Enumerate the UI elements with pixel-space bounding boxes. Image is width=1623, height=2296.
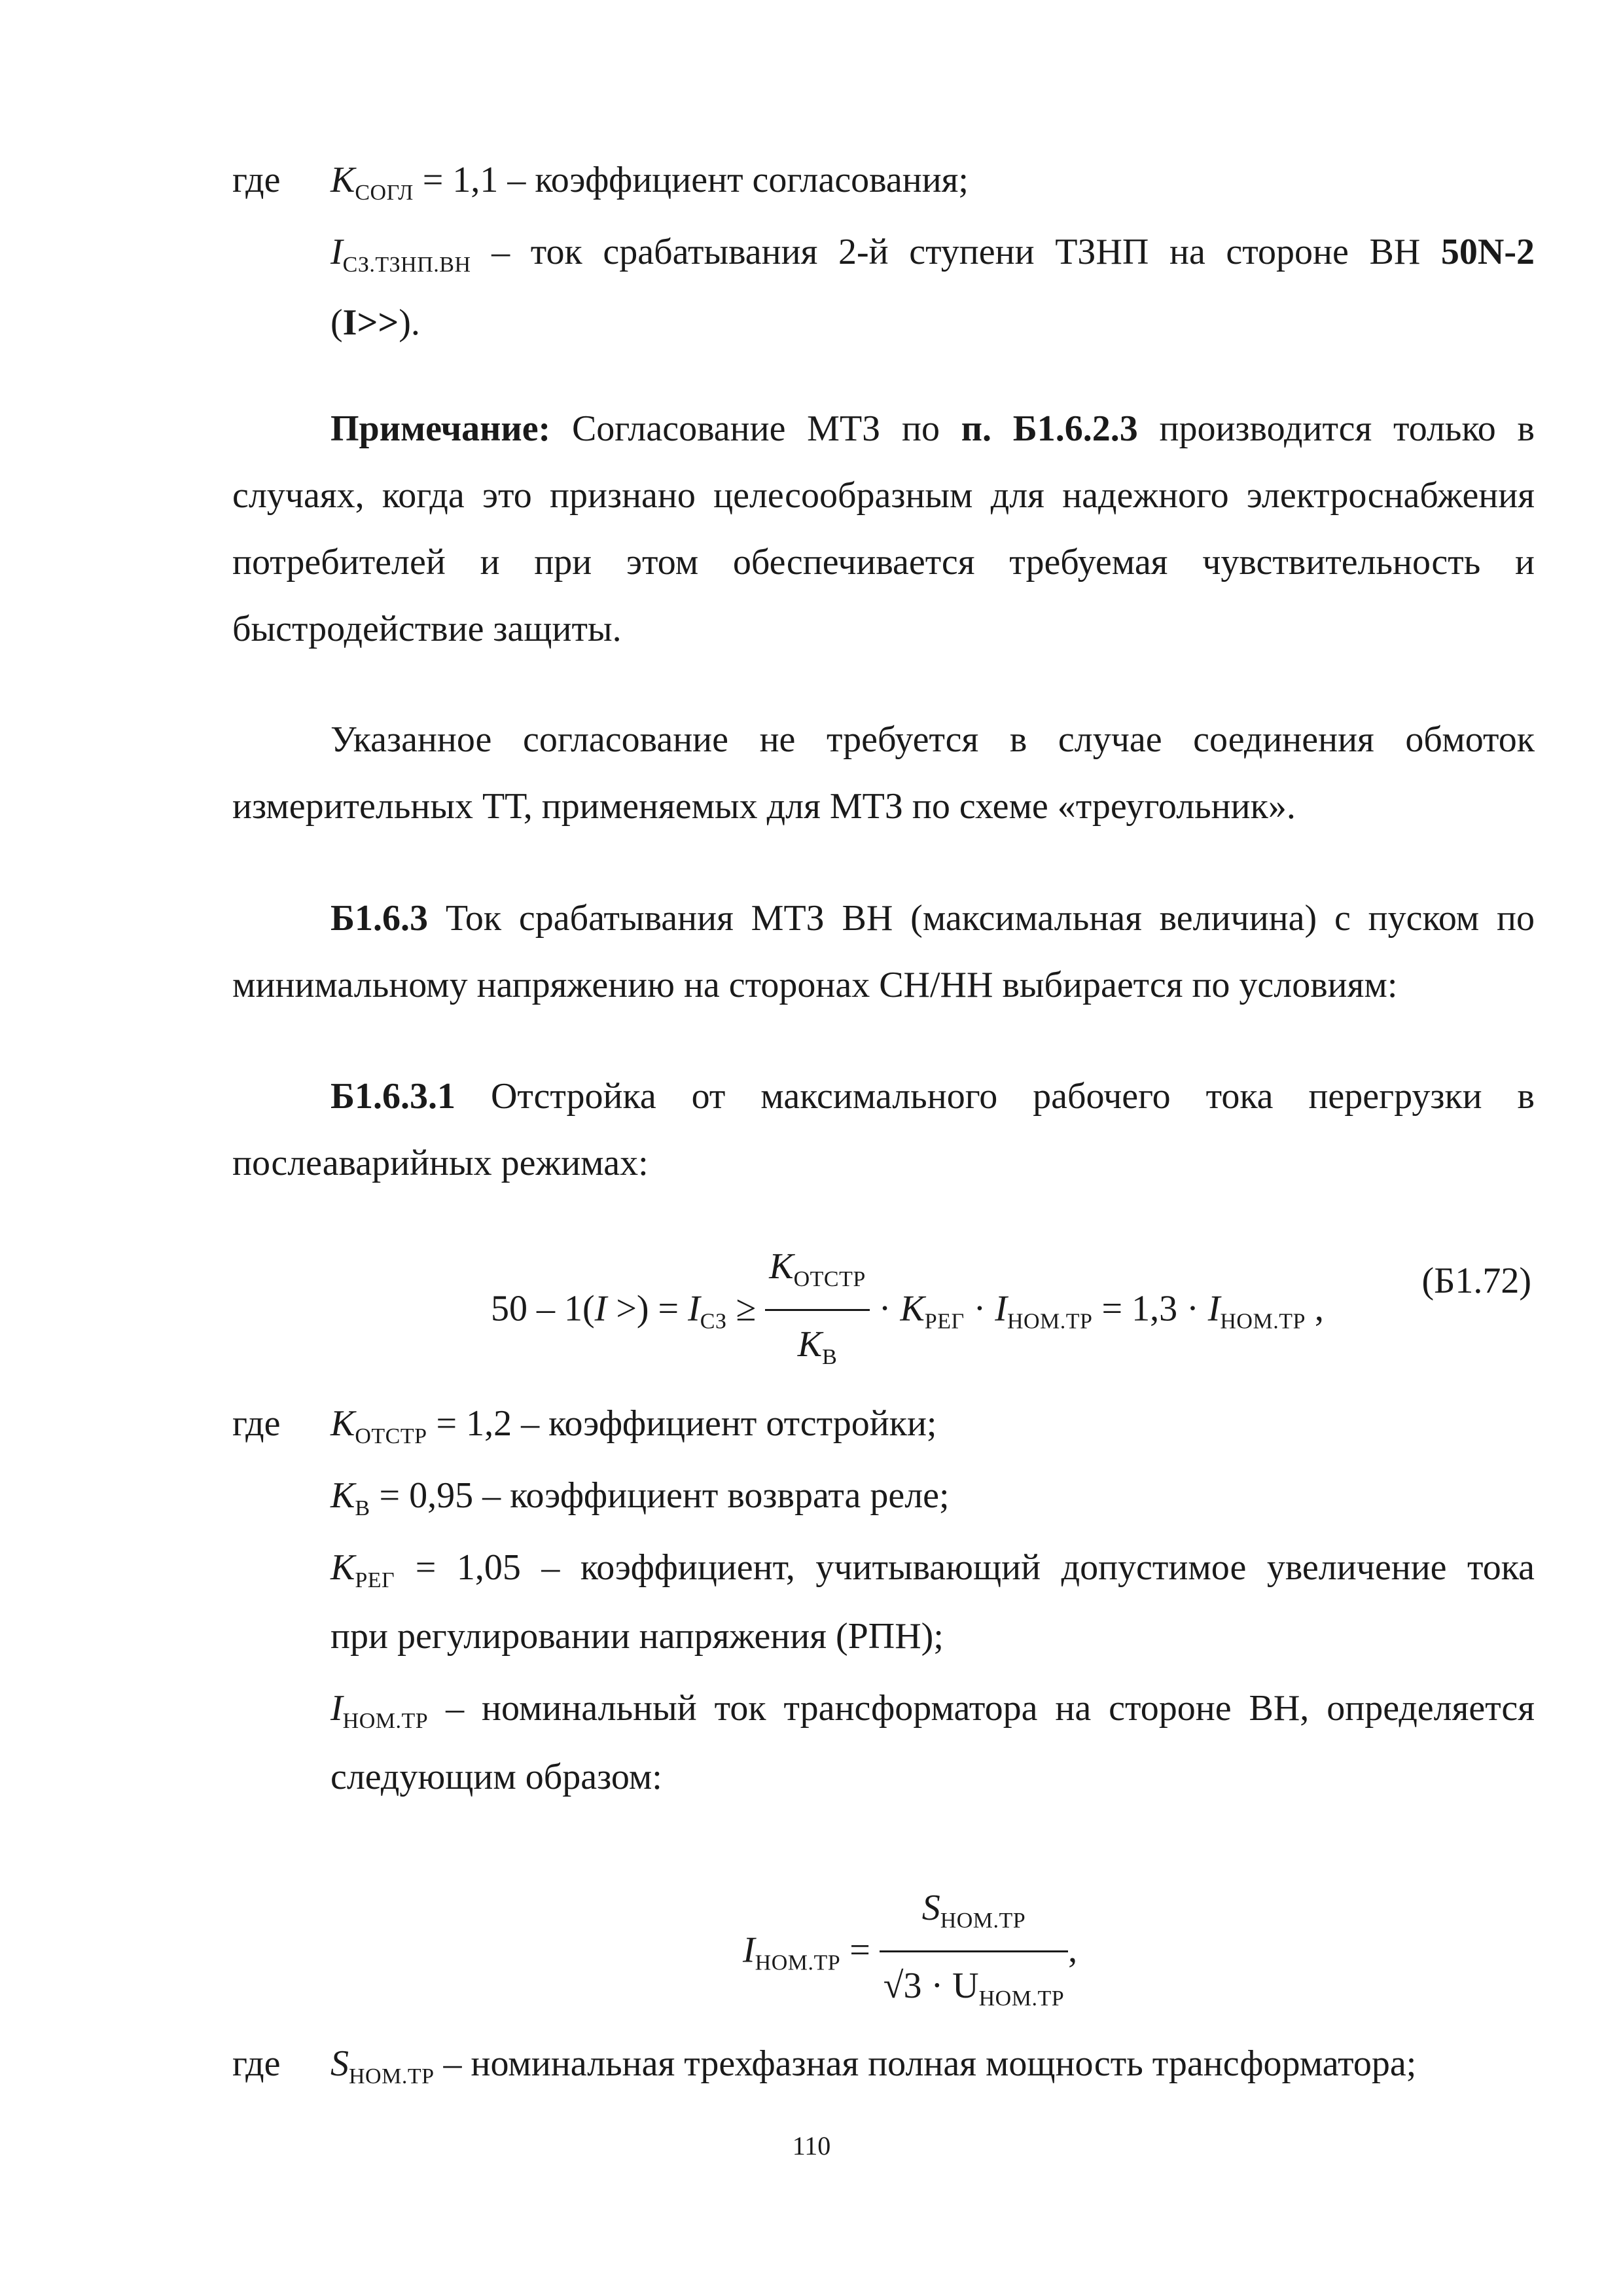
- section-1631-line-1: Б1.6.3.1 Отстройка от максимального рабочего тока перегрузки в: [330, 1076, 1535, 1117]
- where-label-1: где: [232, 160, 281, 200]
- def-s-nom-tr: $S_{НОМ.ТР}$ – номинальная трехфазная полная мощность трансформатора;: [330, 2043, 1417, 2089]
- page-number: 110: [792, 2131, 831, 2161]
- def-i-nom-tr: $I_{НОМ.ТР}$ – номинальный ток трансформатора на стороне ВН, определяется: [330, 1688, 1535, 1733]
- fraction-s-over-u: $\frac{S_{НОМ.ТР}}{√3 \cdot U_{НОМ.ТР}}$: [880, 1878, 1068, 2028]
- section-163-line-1: Б1.6.3 Ток срабатывания МТЗ ВН (максимальная величина) с пуском по: [330, 898, 1535, 939]
- section-1631-line-2: послеаварийных режимах:: [232, 1143, 649, 1183]
- def-k-sogl: $K_{СОГЛ} = 1,1$ – коэффициент согласования;: [330, 160, 969, 205]
- section-163-line-2: минимальному напряжению на сторонах СН/НН выбирается по условиям:: [232, 965, 1398, 1005]
- def-k-reg-cont: при регулировании напряжения (РПН);: [330, 1616, 944, 1657]
- def-i-sz-tznp: $I_{СЗ.ТЗНП.ВН}$ – ток срабатывания 2-й ступени ТЗНП на стороне ВН 50N-2: [330, 232, 1535, 277]
- note-line-2: случаях, когда это признано целесообразным для надежного электроснабжения: [232, 475, 1535, 516]
- def-k-reg: $K_{РЕГ} = 1,05$ – коэффициент, учитывающий допустимое увеличение тока: [330, 1547, 1535, 1592]
- def-i-sz-tznp-cont: (I>>).: [330, 302, 420, 343]
- note-line-4: быстродействие защиты.: [232, 609, 622, 649]
- equation-number-b1-72: (Б1.72): [1421, 1261, 1531, 1301]
- para2-line-1: Указанное согласование не требуется в случае соединения обмоток: [330, 719, 1535, 760]
- note-line-1: Примечание: Согласование МТЗ по п. Б1.6.2.3 производится только в: [330, 408, 1535, 449]
- note-line-3: потребителей и при этом обеспечивается требуемая чувствительность и: [232, 542, 1535, 583]
- fraction-kotstr-kv: $\frac{K_{ОТСТР}}{K_В}$: [765, 1237, 870, 1387]
- equation-i-nom: $I_{НОМ.ТР}$ = $\frac{S_{НОМ.ТР}}{√3 \cdot U_{НОМ.ТР}}$ ,: [743, 1878, 1077, 2028]
- where-label-3: где: [232, 2043, 281, 2084]
- def-i-nom-tr-cont: следующим образом:: [330, 1757, 662, 1797]
- para2-line-2: измерительных ТТ, применяемых для МТЗ по схеме «треугольник».: [232, 786, 1296, 827]
- equation-b1-72: 50 – 1(I >) = $I_{СЗ}$ ≥ $\frac{K_{ОТСТР}}{K_В}$ · $K_{РЕГ} \cdot I_{НОМ.ТР} = 1,3 \cdot I_{НОМ.ТР}$ ,: [491, 1237, 1324, 1387]
- where-label-2: где: [232, 1403, 281, 1444]
- def-k-otstr: $K_{ОТСТР} = 1,2$ – коэффициент отстройки;: [330, 1403, 937, 1448]
- def-k-v: $K_В = 0,95$ – коэффициент возврата реле;: [330, 1475, 950, 1520]
